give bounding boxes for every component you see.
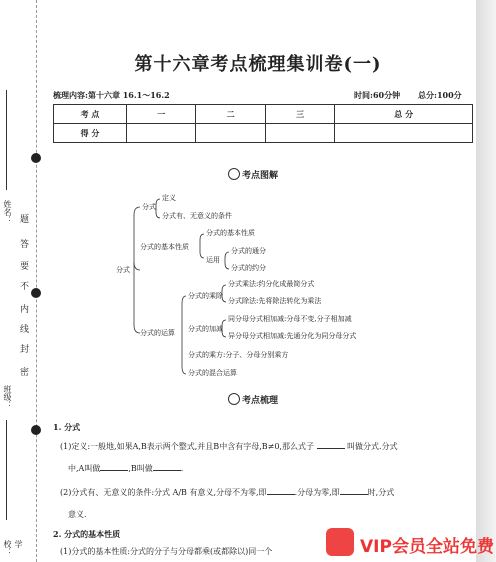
name-line xyxy=(6,90,7,190)
paragraph: (1)分式的基本性质:分式的分子与分母都乘(或都除以)同一个 xyxy=(60,547,273,556)
tree-node: 分式的乘方:分子、分母分别乘方 xyxy=(188,351,289,359)
section-title: 考点梳理 xyxy=(242,396,279,406)
bracket-b2 xyxy=(225,252,229,269)
name-label: 姓名： xyxy=(3,200,12,224)
tree-node: 分式 xyxy=(142,203,156,211)
section-heading-review xyxy=(228,393,278,406)
seal-word: 内 xyxy=(20,305,30,315)
text-run: 叫做分式.分式 xyxy=(347,442,398,451)
blank-line xyxy=(100,470,128,471)
tree-node: 同分母分式相加减:分母不变,分子相加减 xyxy=(228,315,352,323)
tree-node: 定义 xyxy=(162,194,176,202)
seal-word: 线 xyxy=(20,325,30,335)
bracket-c xyxy=(182,296,186,374)
tree-node: 分式乘法:约分化成最简分式 xyxy=(228,280,315,288)
tree-node: 分式的基本性质 xyxy=(206,229,255,237)
text-run: 中,A叫做 xyxy=(68,464,101,473)
vip-logo-icon xyxy=(326,528,354,556)
vip-badge-text: VIP会员全站免费 xyxy=(360,537,494,557)
tree-node: 分式除法:先将除法转化为乘法 xyxy=(228,297,322,305)
tree-node: 分式的基本性质 xyxy=(140,243,189,251)
bracket-root-down xyxy=(134,262,140,333)
text-run: (2)分式有、无意义的条件:分式 xyxy=(60,488,171,497)
blank-line xyxy=(340,494,368,495)
tree-node: 分式有、无意义的条件 xyxy=(162,212,232,220)
text-run: 时,分式 xyxy=(367,488,395,497)
seal-word: 不 xyxy=(20,282,30,292)
tree-node: 分式的运算 xyxy=(140,329,175,337)
bracket-root-up xyxy=(134,207,140,270)
page-title: 第十六章考点梳理集训卷(一) xyxy=(134,54,382,75)
vip-badge[interactable] xyxy=(326,528,496,558)
paragraph xyxy=(60,441,398,453)
table-cell: 总 分 xyxy=(335,105,473,124)
text-run: (1)定义:一般地,如果A,B表示两个整式,并且B中含有字母,B≠0,那么式子 xyxy=(60,442,314,451)
seal-dot xyxy=(31,425,41,435)
blank-line xyxy=(153,470,181,471)
subheading: 2. 分式的基本性质 xyxy=(53,529,121,539)
tree-node: 异分母分式相加减:先通分化为同分母分式 xyxy=(228,332,357,340)
bracket-a xyxy=(156,199,160,218)
paragraph: (2)分式有、无意义的条件:分式 A/B 有意义,分母不为零,即 .分母为零,即 时,分式 xyxy=(60,488,395,497)
tree-node: 运用 xyxy=(206,256,220,264)
text-run: .分母为零,即 xyxy=(294,488,340,497)
table-cell: 三 xyxy=(265,105,334,124)
seal-dot xyxy=(31,153,41,163)
exam-page xyxy=(48,0,476,562)
table-cell: 得 分 xyxy=(54,124,127,143)
paragraph: 意义. xyxy=(68,510,87,519)
total-score-text: 总分:100分 xyxy=(418,90,462,100)
seal-line xyxy=(36,0,37,562)
seal-word: 要 xyxy=(20,262,30,272)
paragraph: 中,A叫做 ,B叫做 . xyxy=(68,464,184,473)
tree-node: 分式的混合运算 xyxy=(188,369,237,377)
tree-node: 分式的通分 xyxy=(231,247,266,255)
blank-line xyxy=(317,448,345,449)
section-marker-icon xyxy=(228,393,240,405)
subheading: 1. 分式 xyxy=(53,422,81,432)
table-cell: 二 xyxy=(196,105,265,124)
tree-node: 分式的乘除 xyxy=(188,292,223,300)
seal-word: 密 xyxy=(20,368,30,378)
page-edge-shadow xyxy=(476,0,496,562)
tree-root: 分式 xyxy=(116,266,130,274)
school-label: 学校： xyxy=(3,540,23,556)
table-cell: 一 xyxy=(127,105,196,124)
seal-dot xyxy=(31,288,41,298)
time-text: 时间:60分钟 xyxy=(354,90,401,100)
seal-word: 封 xyxy=(20,345,30,355)
class-line xyxy=(6,420,7,520)
seal-word: 答 xyxy=(20,240,30,250)
section-title: 考点图解 xyxy=(242,171,279,181)
scope-text: 梳理内容:第十六章 16.1～16.2 xyxy=(53,90,170,100)
blank-line xyxy=(267,494,295,495)
tree-node: 分式的加减 xyxy=(188,325,223,333)
class-label: 班级： xyxy=(3,385,12,409)
seal-word: 题 xyxy=(20,215,30,225)
binding-gutter xyxy=(0,0,48,562)
bracket-b xyxy=(200,234,204,258)
tree-node: 分式的约分 xyxy=(231,264,266,272)
text-run: 有意义,分母不为零,即 xyxy=(189,488,267,497)
text-run: ,B叫做 xyxy=(128,464,153,473)
table-cell: 考 点 xyxy=(54,105,127,124)
